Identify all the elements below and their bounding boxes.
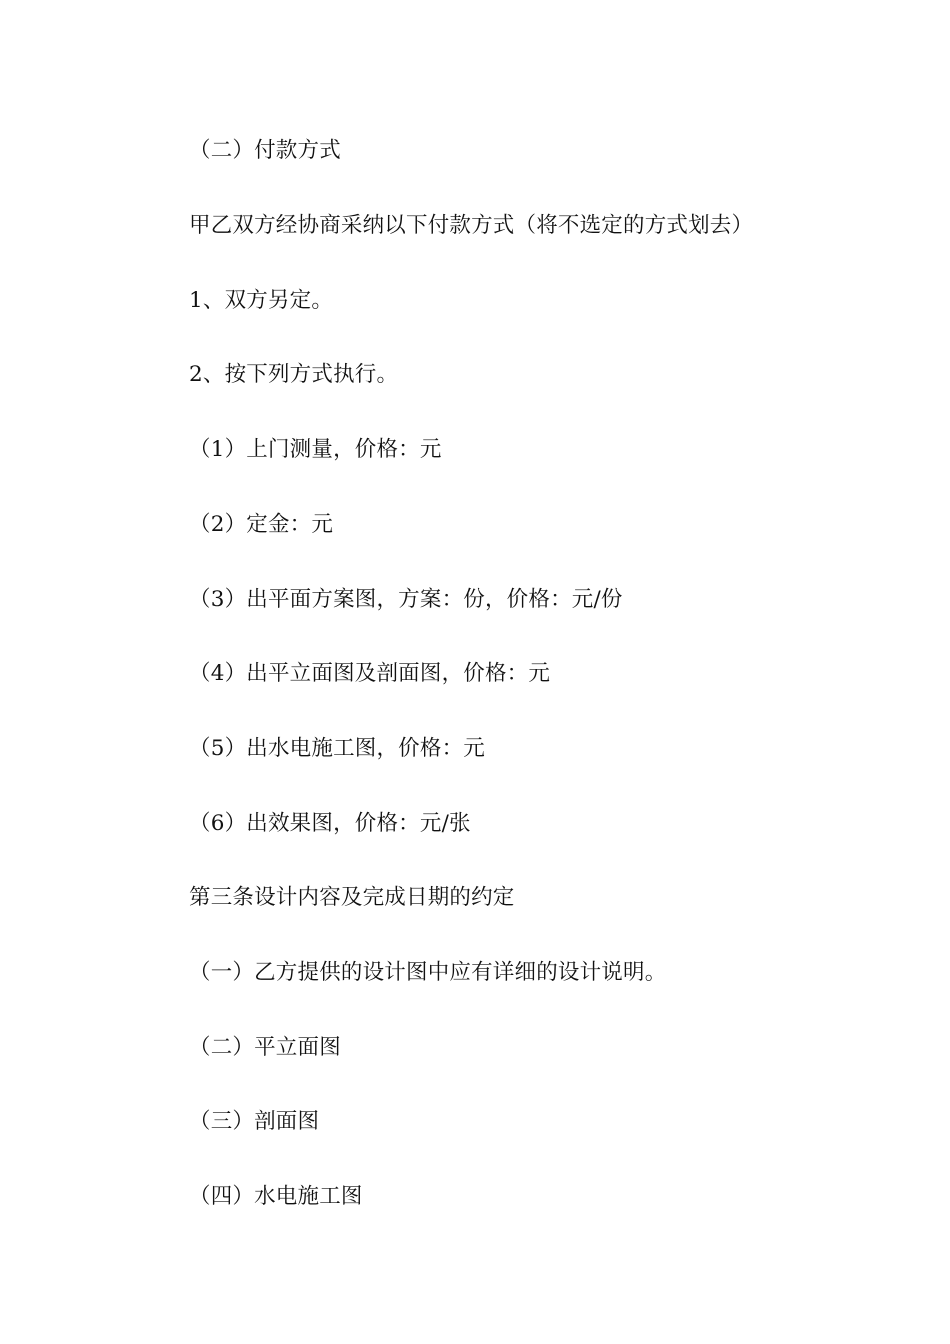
article-three-heading: 第三条设计内容及完成日期的约定: [189, 885, 515, 910]
list-item-measurement-fee: （1）上门测量，价格：元: [189, 437, 442, 462]
list-item-rendering-fee: （6）出效果图，价格：元/张: [189, 811, 471, 836]
list-item-plumbing-electrical-fee: （5）出水电施工图，价格：元: [189, 736, 485, 761]
list-item-floor-plan-fee: （3）出平面方案图，方案：份，价格：元/份: [189, 587, 623, 612]
content-item-section-drawing: （三）剖面图: [189, 1109, 320, 1134]
list-item-elevation-section-fee: （4）出平立面图及剖面图，价格：元: [189, 661, 551, 686]
content-item-design-description: （一）乙方提供的设计图中应有详细的设计说明。: [189, 960, 667, 985]
content-item-plan-elevation: （二）平立面图: [189, 1035, 341, 1060]
content-item-plumbing-electrical-drawing: （四）水电施工图: [189, 1184, 363, 1209]
list-item-deposit: （2）定金：元: [189, 512, 334, 537]
section-heading-payment-method: （二）付款方式: [189, 138, 341, 163]
paragraph-payment-intro: 甲乙双方经协商采纳以下付款方式（将不选定的方式划去）: [189, 213, 754, 238]
list-item-option-1: 1、双方另定。: [189, 288, 334, 313]
list-item-option-2: 2、按下列方式执行。: [189, 362, 399, 387]
